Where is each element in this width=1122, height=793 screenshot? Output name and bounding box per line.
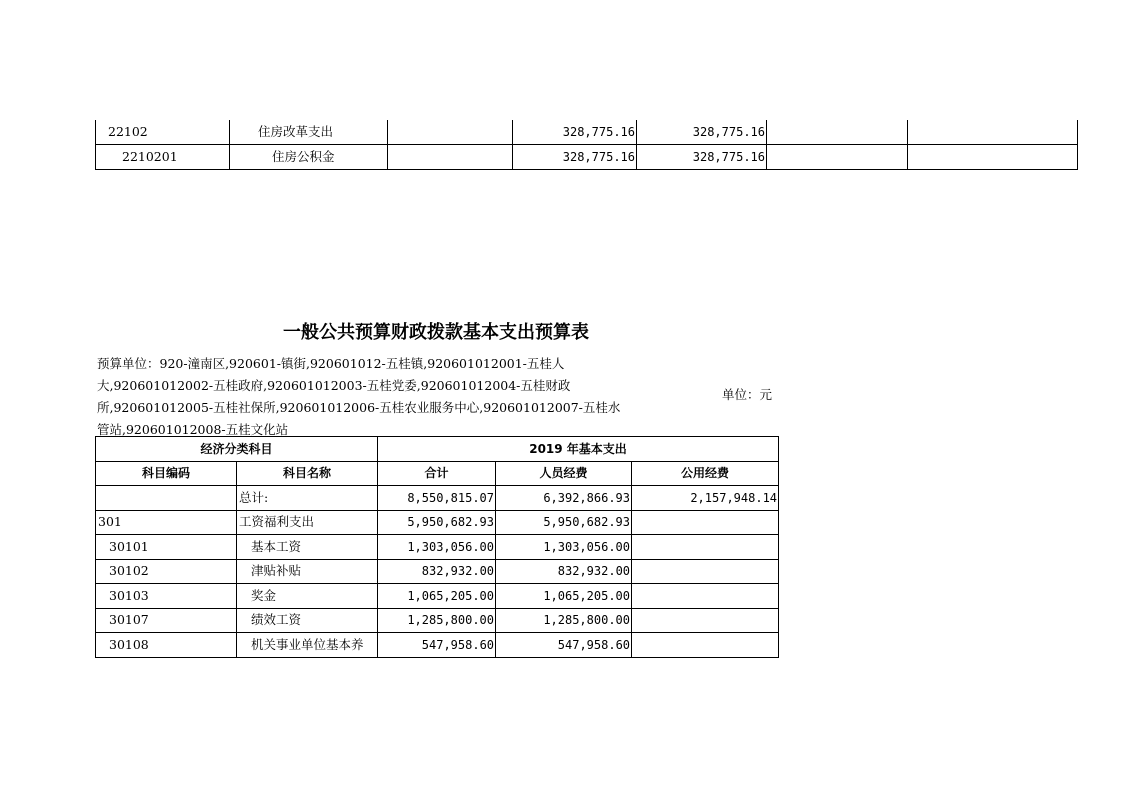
subject-code: 2210201 [96, 145, 230, 170]
header-public: 公用经费 [632, 461, 779, 486]
header-code: 科目编码 [96, 461, 237, 486]
cell-blank [388, 145, 513, 170]
table-row [96, 486, 779, 511]
table-row [96, 633, 779, 658]
subject-name: 奖金 [237, 584, 378, 609]
subject-code: 22102 [96, 120, 230, 145]
table-row [96, 120, 1078, 145]
subject-name: 机关事业单位基本养 [237, 633, 378, 658]
header-name: 科目名称 [237, 461, 378, 486]
subject-code [96, 486, 237, 511]
subject-name: 绩效工资 [237, 608, 378, 633]
continuation-table [95, 120, 1078, 170]
amount-personnel: 5,950,682.93 [496, 510, 632, 535]
table-row [96, 535, 779, 560]
subject-code: 30103 [96, 584, 237, 609]
amount-public [632, 584, 779, 609]
amount-public [632, 633, 779, 658]
cell-blank [767, 120, 908, 145]
column-header-row [96, 461, 779, 486]
amount-personnel: 328,775.16 [637, 145, 767, 170]
amount-total: 328,775.16 [513, 145, 637, 170]
amount-total: 1,065,205.00 [378, 584, 496, 609]
amount-total: 328,775.16 [513, 120, 637, 145]
group-header-row [96, 437, 779, 462]
amount-personnel: 6,392,866.93 [496, 486, 632, 511]
subject-code: 30101 [96, 535, 237, 560]
amount-personnel: 547,958.60 [496, 633, 632, 658]
cell-blank [908, 145, 1078, 170]
page-title: 一般公共预算财政拨款基本支出预算表 [283, 322, 589, 343]
table-row [96, 510, 779, 535]
table-row [96, 584, 779, 609]
unit-label: 单位：元 [722, 387, 773, 402]
header-total: 合计 [378, 461, 496, 486]
subject-name: 津贴补贴 [237, 559, 378, 584]
amount-total: 1,285,800.00 [378, 608, 496, 633]
amount-public [632, 535, 779, 560]
amount-public: 2,157,948.14 [632, 486, 779, 511]
cell-blank [908, 120, 1078, 145]
amount-personnel: 328,775.16 [637, 120, 767, 145]
table-row [96, 608, 779, 633]
amount-personnel: 1,065,205.00 [496, 584, 632, 609]
amount-total: 8,550,815.07 [378, 486, 496, 511]
table-row [96, 145, 1078, 170]
subject-name: 总计: [237, 486, 378, 511]
amount-personnel: 1,285,800.00 [496, 608, 632, 633]
budget-table [95, 436, 779, 658]
amount-total: 832,932.00 [378, 559, 496, 584]
amount-public [632, 510, 779, 535]
amount-public [632, 559, 779, 584]
cell-blank [767, 145, 908, 170]
subject-code: 30107 [96, 608, 237, 633]
subject-name: 住房公积金 [230, 145, 388, 170]
amount-total: 1,303,056.00 [378, 535, 496, 560]
amount-total: 5,950,682.93 [378, 510, 496, 535]
subject-name: 基本工资 [237, 535, 378, 560]
subject-code: 301 [96, 510, 237, 535]
subject-name: 工资福利支出 [237, 510, 378, 535]
cell-blank [388, 120, 513, 145]
subject-name: 住房改革支出 [230, 120, 388, 145]
group-header-economic: 经济分类科目 [96, 437, 378, 462]
subject-code: 30108 [96, 633, 237, 658]
amount-public [632, 608, 779, 633]
subject-code: 30102 [96, 559, 237, 584]
header-personnel: 人员经费 [496, 461, 632, 486]
group-header-year: 2019 年基本支出 [378, 437, 779, 462]
amount-total: 547,958.60 [378, 633, 496, 658]
budget-unit-text: 预算单位：920-潼南区,920601-镇街,920601012-五桂镇,920601012001-五桂人大,920601012002-五桂政府,920601012003-五桂党委,920601012004-五桂财政所,920601012005-五桂社保所,920601012006-五桂农业服务中心,920601012007-五桂水管站,920601012008-五桂文化站 [97, 356, 621, 437]
table-row [96, 559, 779, 584]
amount-personnel: 832,932.00 [496, 559, 632, 584]
amount-personnel: 1,303,056.00 [496, 535, 632, 560]
